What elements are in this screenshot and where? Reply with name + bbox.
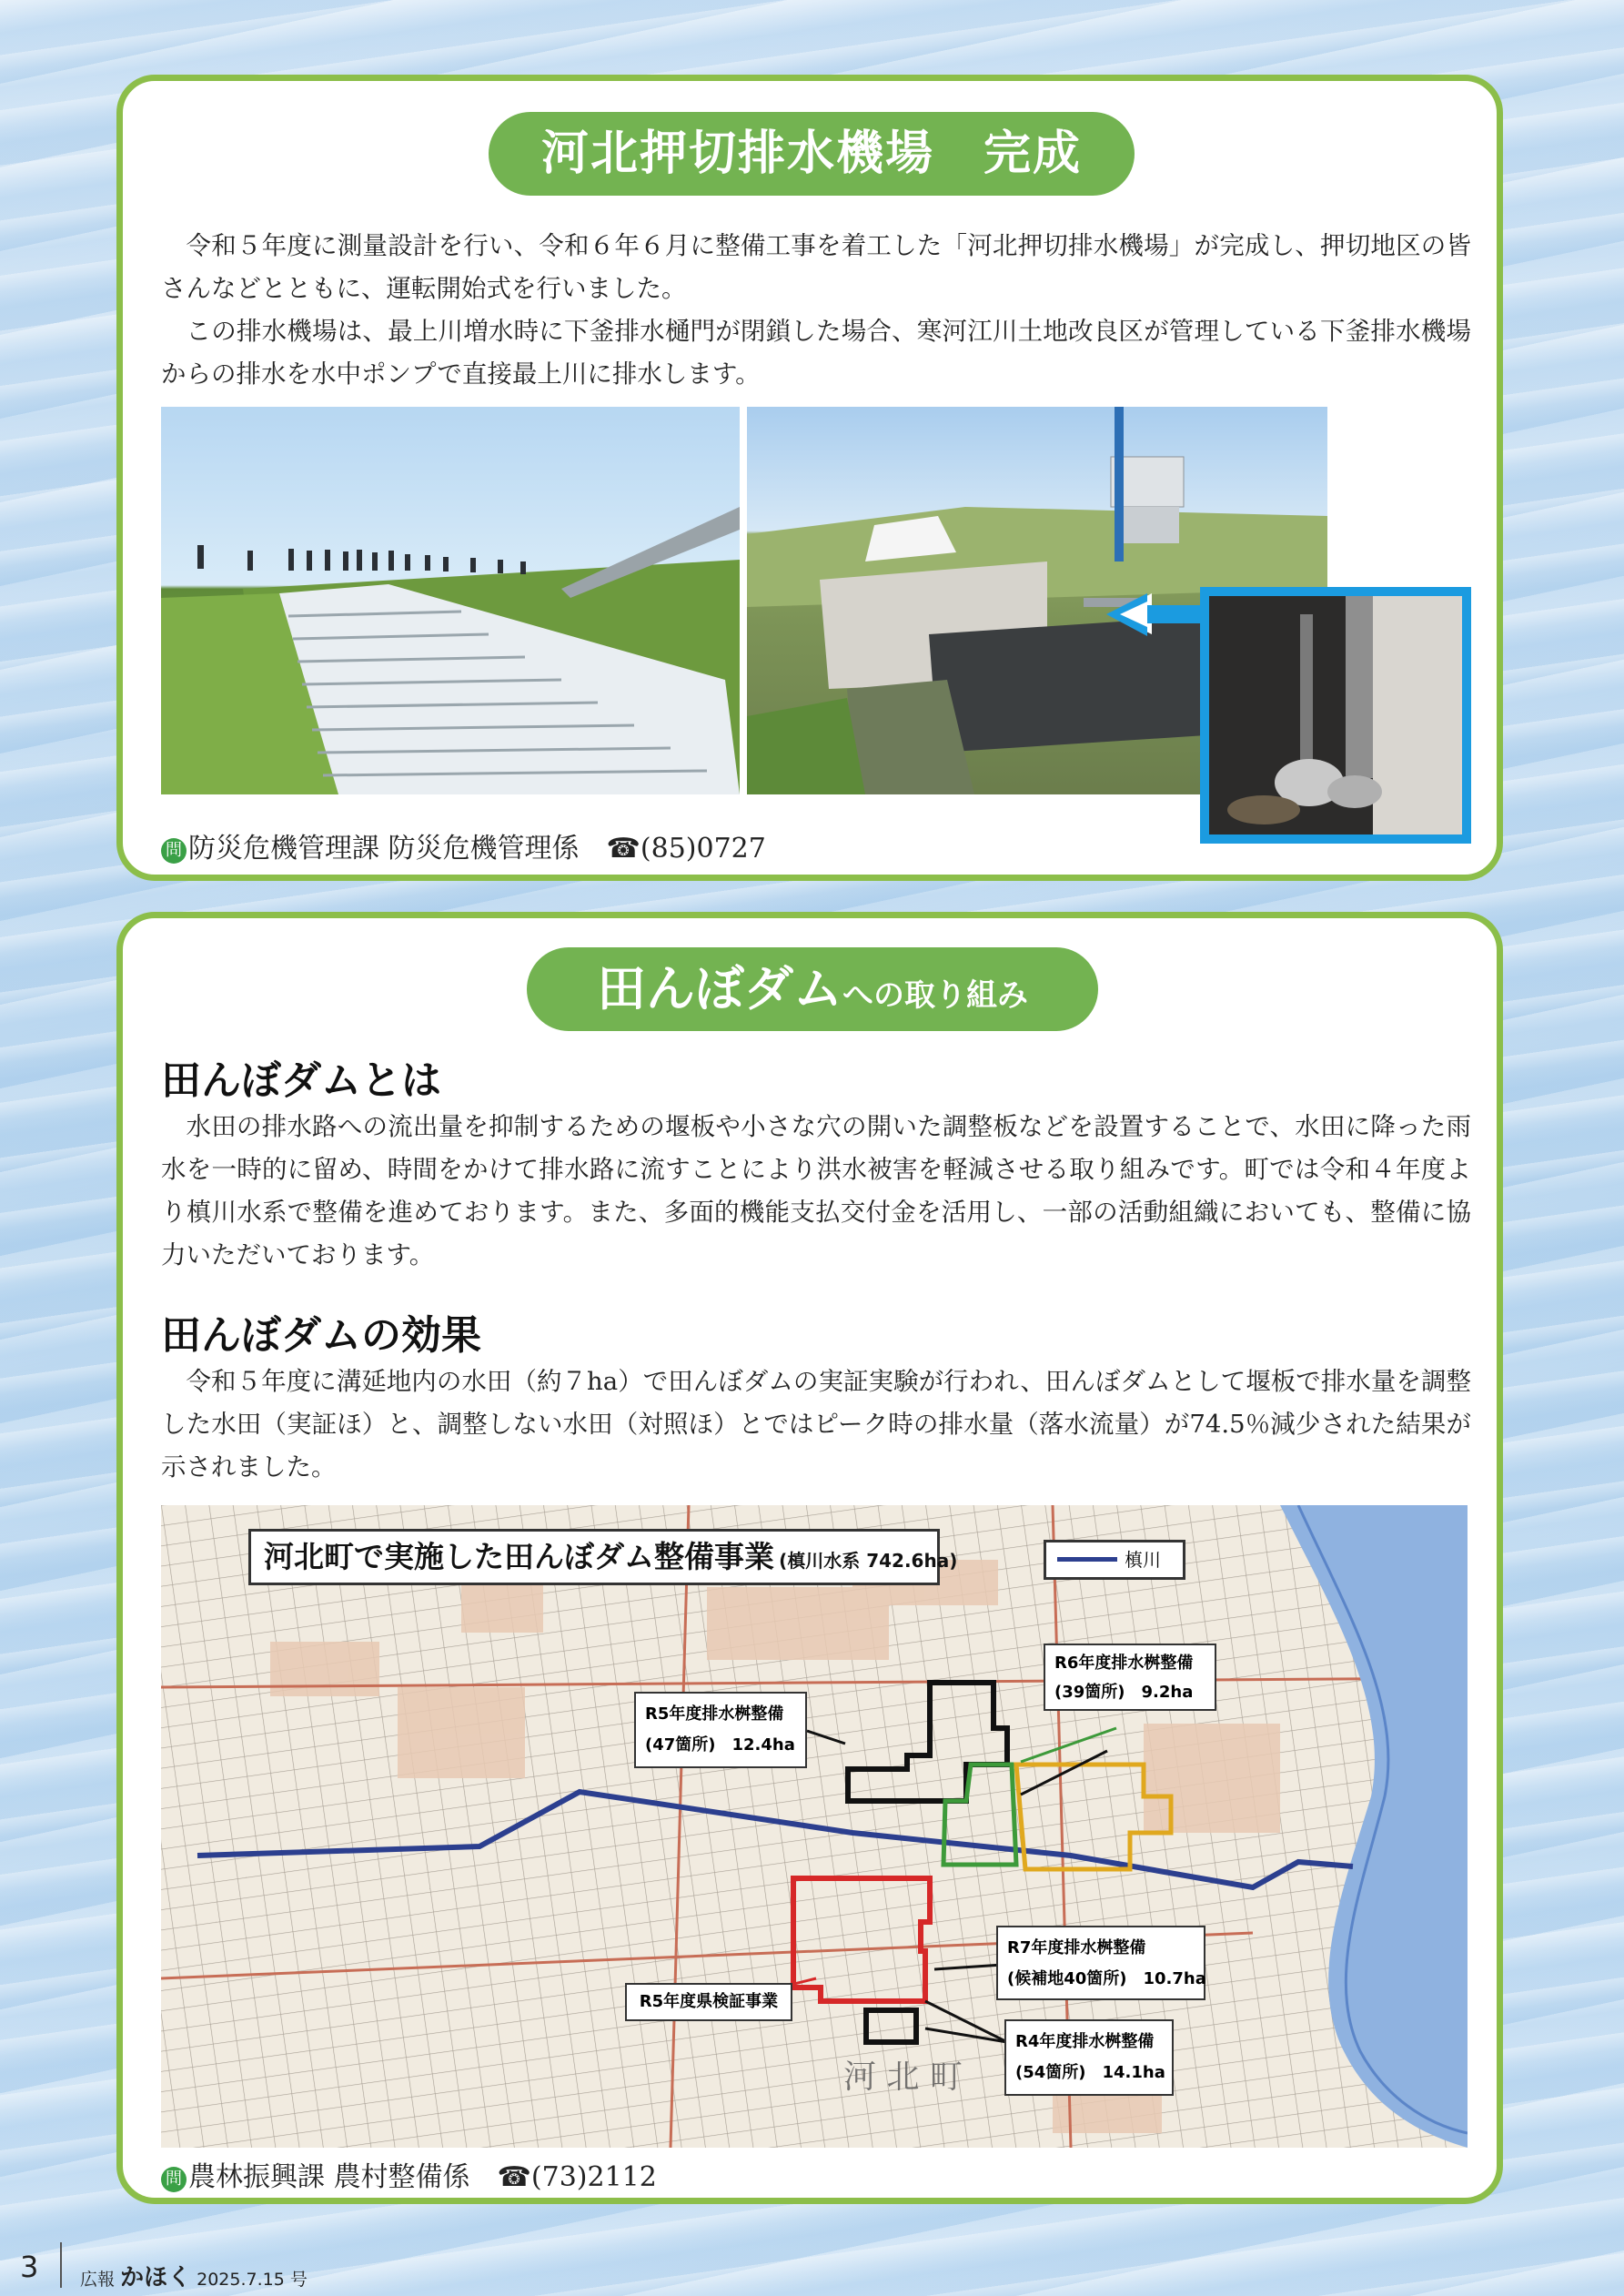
page-footer — [20, 2250, 308, 2291]
contact-department: 防災危機管理課 防災危機管理係 — [188, 833, 580, 865]
paragraph-paddy-dam-definition: 水田の排水路への流出量を抑制するための堰板や小さな穴の開いた調整板などを設置することで、水田に降った雨水を一時的に留め、時間をかけて排水路に流すことにより洪水被害を軽減させる取り組みです。町では令和４年度より槙川水系で整備を進めております。また、多面的機能支払交付金を活用し、一部の活動組織においても、整備に協力いただいております。 — [161, 1112, 1471, 1269]
label-town: 河 北 町 — [843, 2058, 963, 2096]
section-pumping-station — [116, 75, 1503, 881]
inquiry-icon: 問 — [161, 2167, 187, 2192]
magazine-info — [80, 2259, 308, 2292]
spillway-illustration — [161, 407, 740, 794]
label-r4: R4年度排水桝整備 (54箇所) 14.1ha — [1004, 2019, 1174, 2096]
heading-what-is-paddy-dam: 田んぼダムとは — [161, 1057, 441, 1104]
paddy-dam-map — [161, 1505, 1468, 2148]
paragraph-function: この排水機場は、最上川増水時に下釜排水樋門が閉鎖した場合、寒河江川土地改良区が管理している下釜排水機場からの排水を水中ポンプで直接最上川に排水します。 — [161, 317, 1471, 389]
map-title-box — [248, 1529, 958, 1585]
spillway-photo — [161, 407, 740, 794]
inquiry-icon: 問 — [161, 838, 187, 864]
section-title-pumping-station: 河北押切排水機場 完成 — [489, 112, 1135, 196]
section-paddy-dam — [116, 912, 1503, 2204]
label-r6: R6年度排水桝整備 (39箇所) 9.2ha — [1044, 1644, 1216, 1711]
issue-date: 2025.7.15 号 — [197, 2270, 308, 2290]
paragraph-completion: 令和５年度に測量設計を行い、令和６年６月に整備工事を着工した「河北押切排水機場」が完成し、押切地区の皆さんなどとともに、運転開始式を行いました。 — [161, 231, 1471, 303]
contact-disaster-management — [161, 825, 766, 865]
map-svg — [161, 1505, 1468, 2148]
magazine-prefix: 広報 — [80, 2270, 116, 2290]
submersible-pump-inset-photo — [1200, 587, 1471, 844]
title-sub: への取り組み — [842, 977, 1028, 1014]
title-main: 田んぼダム — [597, 960, 842, 1017]
magazine-name: かほく — [120, 2264, 192, 2291]
paragraph-paddy-dam-effect: 令和５年度に溝延地内の水田（約７ha）で田んぼダムの実証実験が行われ、田んぼダムとして堰板で排水量を調整した水田（実証ほ）と、調整しない水田（対照ほ）とではピーク時の排水量（落水流量）が74.5％減少された結果が示されました。 — [161, 1367, 1471, 1482]
legend-line — [1057, 1557, 1117, 1562]
label-r5: R5年度排水桝整備 (47箇所) 12.4ha — [634, 1692, 807, 1768]
footer-divider — [60, 2242, 62, 2288]
map-title-note: (槙川水系 742.6ha) — [779, 1550, 958, 1572]
contact-phone: (85)0727 — [640, 833, 766, 865]
contact-phone: (73)2112 — [530, 2161, 657, 2193]
phone-icon: ☎ — [497, 2161, 531, 2193]
map-title: 河北町で実施した田んぼダム整備事業 — [264, 1539, 774, 1574]
phone-icon: ☎ — [606, 833, 641, 865]
submersible-pump-illustration — [1209, 596, 1462, 834]
contact-agriculture — [161, 2154, 657, 2194]
label-r7: R7年度排水桝整備 (候補地40箇所) 10.7ha — [996, 1926, 1205, 2000]
page-number: 3 — [20, 2250, 39, 2284]
legend-label: 槙川 — [1125, 1549, 1161, 1571]
map-legend — [1044, 1540, 1185, 1580]
label-pref-verification: R5年度県検証事業 — [625, 1983, 792, 2021]
section-title-paddy-dam — [527, 947, 1098, 1031]
contact-department: 農林振興課 農村整備係 — [188, 2161, 470, 2193]
heading-paddy-dam-effect: 田んぼダムの効果 — [161, 1312, 481, 1359]
